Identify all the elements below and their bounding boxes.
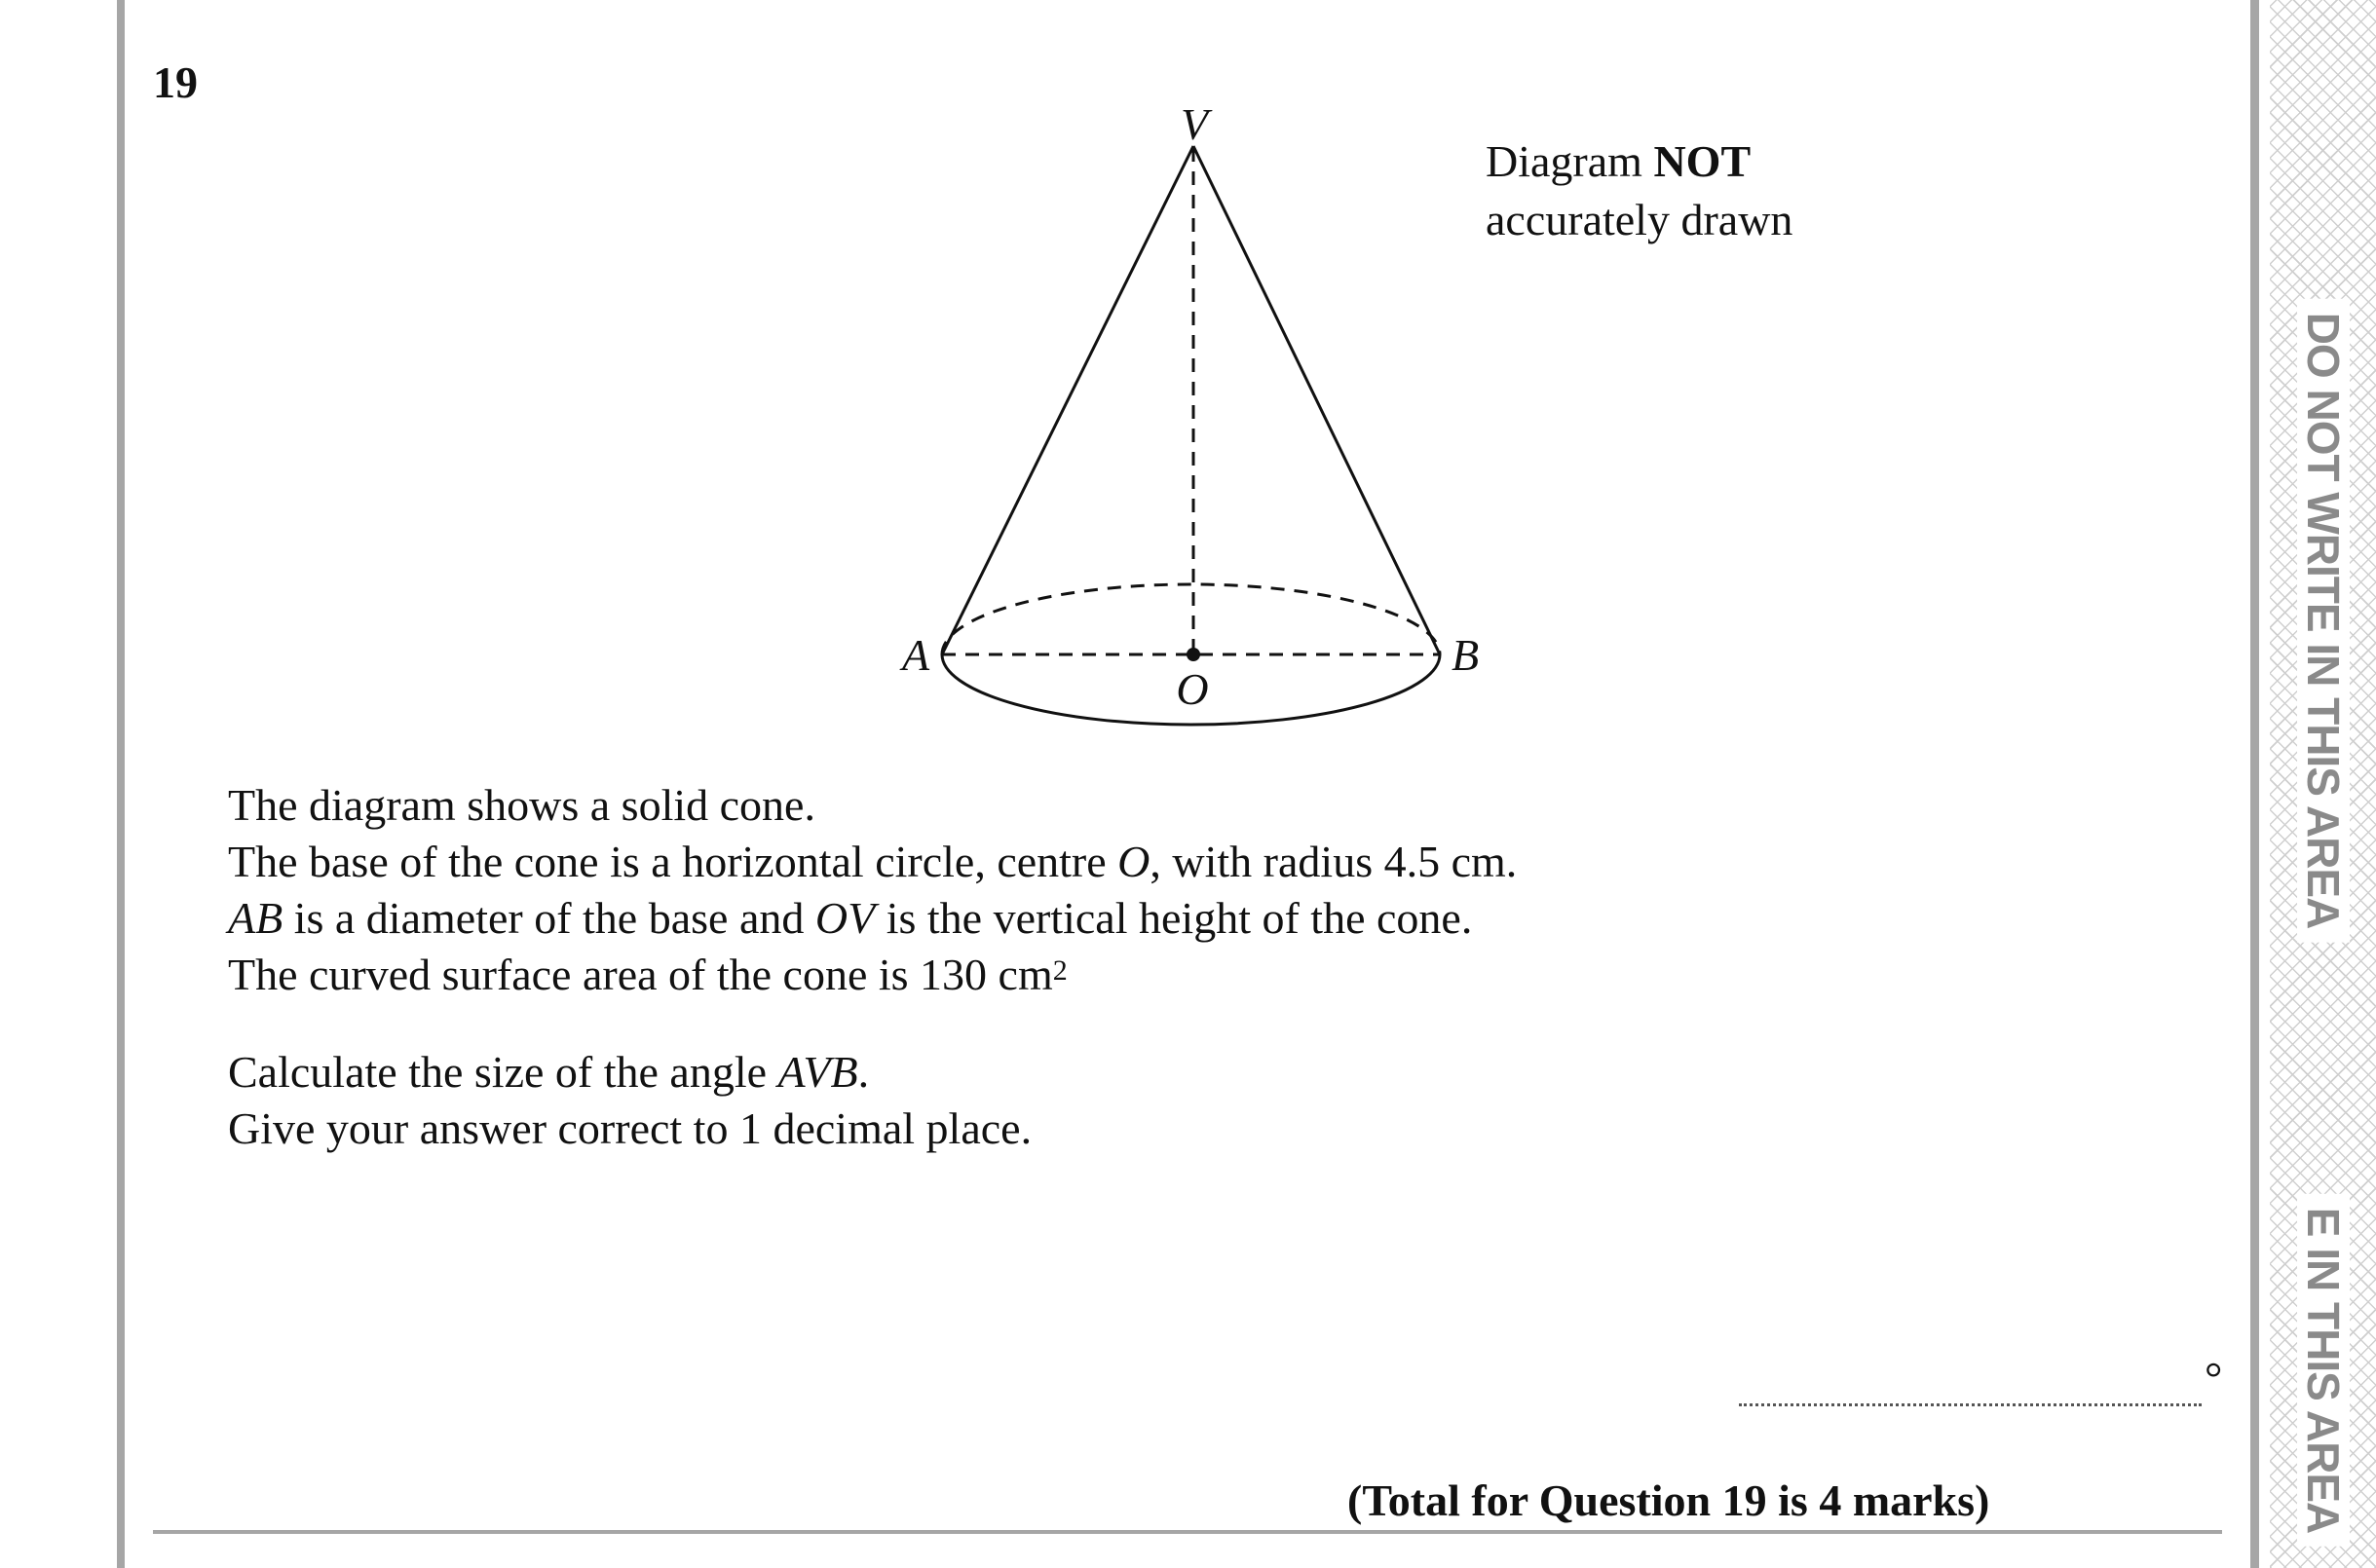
text-line-3-suffix: is the vertical height of the cone.	[875, 893, 1473, 943]
var-avb: AVB	[777, 1047, 858, 1097]
text-line-1: The diagram shows a solid cone.	[228, 780, 815, 830]
text-line-4-prefix: The curved surface area of the cone is 130 cm	[228, 950, 1053, 999]
total-marks: (Total for Question 19 is 4 marks)	[1347, 1475, 1990, 1525]
text-line-5	[228, 1044, 1517, 1101]
cone-side-vb	[1193, 146, 1440, 654]
text-line-2-prefix: The base of the cone is a horizontal circle, centre	[228, 837, 1118, 886]
var-o: O	[1117, 837, 1150, 886]
var-ov: OV	[814, 893, 876, 943]
degree-symbol: °	[2205, 1353, 2223, 1402]
note-line2: accurately drawn	[1486, 195, 1793, 244]
note-bold: NOT	[1653, 136, 1752, 186]
label-a: A	[902, 630, 930, 680]
cone-side-va	[942, 146, 1193, 654]
text-line-5-prefix: Calculate the size of the angle	[228, 1047, 778, 1097]
margin-warning-text: DO NOT WRITE IN THIS AREA	[2297, 299, 2350, 943]
question-number: 19	[153, 57, 198, 107]
question-body	[228, 777, 1517, 1157]
diagram-not-accurate-note	[1486, 132, 1792, 249]
label-b: B	[1452, 630, 1480, 680]
text-line-4	[228, 947, 1517, 1003]
note-prefix: Diagram	[1486, 136, 1654, 186]
label-o: O	[1176, 664, 1209, 714]
text-line-5-suffix: .	[857, 1047, 870, 1097]
text-line-2	[228, 834, 1517, 890]
answer-line[interactable]	[1739, 1403, 2202, 1406]
margin-warning-text-partial: E IN THIS AREA	[2297, 1194, 2350, 1547]
base-back-arc	[942, 584, 1440, 654]
superscript-2: 2	[1052, 954, 1068, 987]
cone-diagram	[0, 0, 2376, 779]
text-line-6: Give your answer correct to 1 decimal place.	[228, 1103, 1033, 1153]
centre-point	[1187, 648, 1200, 661]
text-line-2-suffix: , with radius 4.5 cm.	[1150, 837, 1518, 886]
text-line-3	[228, 890, 1517, 947]
text-line-3-mid: is a diameter of the base and	[283, 893, 815, 943]
label-v: V	[1180, 99, 1209, 149]
var-ab: AB	[228, 893, 283, 943]
bottom-rule	[153, 1530, 2222, 1534]
